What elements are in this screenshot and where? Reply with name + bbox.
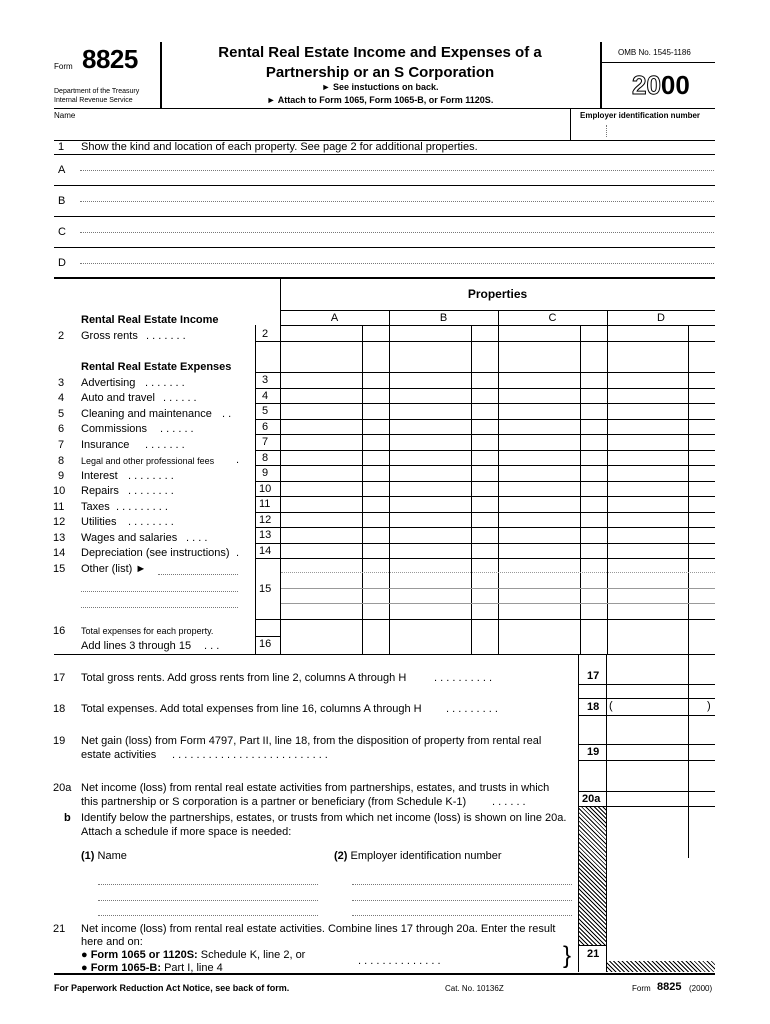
line2-text: Gross rents	[81, 330, 138, 342]
shaded-area-bottom	[607, 961, 715, 972]
line20b-ein-field[interactable]	[352, 872, 572, 916]
line21-number: 21	[53, 923, 66, 935]
line17-total-gross-rents-field[interactable]	[607, 668, 714, 684]
line18-text: Total expenses. Add total expenses from line 16, columns A through H	[81, 703, 422, 715]
column-header-c: C	[548, 312, 557, 324]
line15-number: 15	[53, 563, 66, 575]
line21-text2: here and on:	[81, 936, 143, 948]
catalog-number: Cat. No. 10136Z	[445, 984, 504, 993]
line21-net-income-field[interactable]	[607, 946, 714, 961]
line20a-text2: this partnership or S corporation is a partner or beneficiary (from Schedule K-1)	[81, 796, 467, 808]
line21-bullet2: ● Form 1065-B: Part I, line 4	[81, 962, 223, 974]
line19-text1: Net gain (loss) from Form 4797, Part II, line 18, from the disposition of property from rental real	[81, 735, 542, 747]
line20a-text1: Net income (loss) from rental real estate activities from partnerships, estates, and trusts in which	[81, 782, 550, 794]
line17-box: 17	[587, 670, 600, 682]
column-header-d: D	[657, 312, 665, 324]
line18-total-expenses-field[interactable]	[616, 699, 704, 715]
line20b-text1: Identify below the partnerships, estates, or trusts from which net income (loss) is shown on line 20a.	[81, 812, 567, 824]
shaded-area	[579, 807, 606, 945]
line20b-col2-header: (2) Employer identification number	[334, 850, 502, 862]
line17-text: Total gross rents. Add gross rents from line 2, columns A through H	[81, 672, 407, 684]
line20b-text2: Attach a schedule if more space is needed:	[81, 826, 292, 838]
property-b-field[interactable]	[80, 189, 714, 213]
expenses-heading: Rental Real Estate Expenses	[81, 361, 232, 373]
line21-box: 21	[587, 948, 600, 960]
attach-note: ► Attach to Form 1065, Form 1065-B, or Form 1120S.	[266, 95, 494, 105]
line15-box: 15	[259, 583, 272, 595]
line15-text: Other (list) ►	[81, 563, 147, 575]
line2-gross-rents-fields[interactable]	[281, 326, 714, 341]
tax-year: 2000	[632, 70, 690, 100]
department-label: Department of the Treasury	[54, 88, 140, 95]
line1-text: Show the kind and location of each property. See page 2 for additional properties.	[81, 141, 478, 153]
line20a-number: 20a	[53, 782, 72, 794]
name-label: Name	[54, 111, 76, 120]
line19-text2: estate activities	[81, 749, 157, 761]
property-row-label-d: D	[58, 257, 66, 269]
property-a-field[interactable]	[80, 158, 714, 182]
line21-text1: Net income (loss) from rental real estate activities. Combine lines 17 through 20a. Enter the result	[81, 923, 556, 935]
footer-year: (2000)	[689, 984, 713, 993]
line16-total-expenses-fields[interactable]	[281, 620, 714, 653]
form-label: Form	[54, 62, 73, 71]
line18-paren-open: (	[609, 700, 613, 712]
line20b-label: b	[64, 812, 71, 824]
column-header-b: B	[439, 312, 448, 324]
line18-number: 18	[53, 703, 66, 715]
property-row-label-a: A	[58, 164, 66, 176]
line15-other-list-field[interactable]	[81, 576, 238, 608]
property-c-field[interactable]	[80, 220, 714, 244]
name-field[interactable]	[54, 120, 569, 138]
line20a-box: 20a	[582, 793, 601, 805]
line16-text2: Add lines 3 through 15	[81, 640, 192, 652]
form-title-line1: Rental Real Estate Income and Expenses of a	[218, 44, 542, 61]
line20b-col1-header: (1) Name	[81, 850, 127, 862]
line18-box: 18	[587, 701, 600, 713]
property-row-label-c: C	[58, 226, 66, 238]
line20a-net-income-field[interactable]	[607, 792, 714, 806]
ein-field[interactable]	[572, 122, 714, 138]
line16-box: 16	[259, 638, 272, 650]
column-header-a: A	[330, 312, 339, 324]
line20b-names-field[interactable]	[98, 872, 318, 916]
income-heading: Rental Real Estate Income	[81, 314, 219, 326]
line2-box: 2	[262, 328, 269, 340]
ein-label: Employer identification number	[580, 111, 701, 120]
property-d-field[interactable]	[80, 251, 714, 275]
line19-box: 19	[587, 746, 600, 758]
footer-form-number: 8825	[657, 981, 682, 993]
form-title-line2: Partnership or an S Corporation	[265, 64, 495, 81]
irs-label: Internal Revenue Service	[54, 97, 133, 104]
line18-paren-close: )	[707, 700, 711, 712]
line16-text1: Total expenses for each property.	[81, 626, 214, 636]
instructions-note: ► See instuctions on back.	[321, 82, 439, 92]
line1-number: 1	[58, 141, 65, 153]
paperwork-notice: For Paperwork Reduction Act Notice, see back of form.	[54, 983, 290, 993]
omb-number: OMB No. 1545-1186	[618, 48, 691, 57]
line16-number: 16	[53, 625, 66, 637]
footer-form-label: Form	[632, 984, 651, 993]
line21-brace: }	[563, 942, 572, 969]
line21-bullet1: ● Form 1065 or 1120S: Schedule K, line 2, or	[81, 949, 306, 961]
property-row-label-b: B	[58, 195, 66, 207]
form-number: 8825	[82, 44, 138, 74]
properties-heading: Properties	[467, 287, 528, 301]
line19-number: 19	[53, 735, 66, 747]
line2-number: 2	[58, 330, 65, 342]
line19-net-gain-field[interactable]	[607, 745, 714, 760]
line17-number: 17	[53, 672, 66, 684]
